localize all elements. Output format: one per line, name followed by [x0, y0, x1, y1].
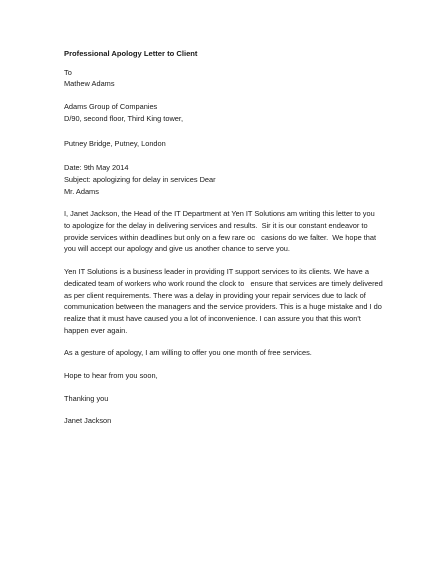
- paragraph-line: communication between the managers and the service providers. This is a huge mistake and I do: [64, 302, 382, 312]
- closing-hope: Hope to hear from you soon,: [64, 371, 158, 381]
- paragraph-3: [64, 347, 384, 359]
- paragraph-line: happen ever again.: [64, 325, 128, 335]
- paragraph-line: realize that it must have caused you a lot of inconvenience. I can assure you that this won't: [64, 313, 361, 323]
- closing-thanks: Thanking you: [64, 393, 109, 403]
- closing-block: [64, 370, 384, 427]
- paragraph-line: you will accept our apology and give us another chance to serve you.: [64, 244, 290, 254]
- paragraph-line: Yen IT Solutions is a business leader in providing IT support services to its clients. We have a: [64, 267, 369, 277]
- recipient-name: Mathew Adams: [64, 79, 115, 89]
- to-label: To: [64, 67, 72, 77]
- paragraph-line: to apologize for the delay in delivering services and results. Sir it is our constant endeavor to: [64, 221, 368, 231]
- paragraph-line: provide services within deadlines but only on a few rare oc casions do we falter. We hope that: [64, 232, 377, 242]
- letter-title: Professional Apology Letter to Client: [64, 49, 198, 58]
- paragraph-line: I, Janet Jackson, the Head of the IT Department at Yen IT Solutions am writing this letter to you: [64, 209, 375, 219]
- letter-meta: [64, 162, 384, 197]
- paragraph-line: As a gesture of apology, I am willing to offer you one month of free services.: [64, 348, 312, 358]
- signature-name: Janet Jackson: [64, 416, 112, 426]
- recipient-address: D/90, second floor, Third King tower,: [64, 113, 183, 123]
- letter-salutation: Mr. Adams: [64, 186, 99, 196]
- paragraph-line: dedicated team of workers who work round the clock to ensure that services are timely delivered: [64, 278, 383, 288]
- letter-date: Date: 9th May 2014: [64, 163, 129, 173]
- paragraph-2: [64, 266, 384, 336]
- recipient-block: [64, 67, 384, 150]
- recipient-city: Putney Bridge, Putney, London: [64, 138, 166, 148]
- paragraph-line: as per client requirements. There was a delay in providing your repair services due to lack of: [64, 290, 366, 300]
- paragraph-1: [64, 208, 384, 255]
- letter-body: [64, 48, 384, 427]
- letter-subject: Subject: apologizing for delay in services Dear: [64, 174, 216, 184]
- recipient-company: Adams Group of Companies: [64, 102, 158, 112]
